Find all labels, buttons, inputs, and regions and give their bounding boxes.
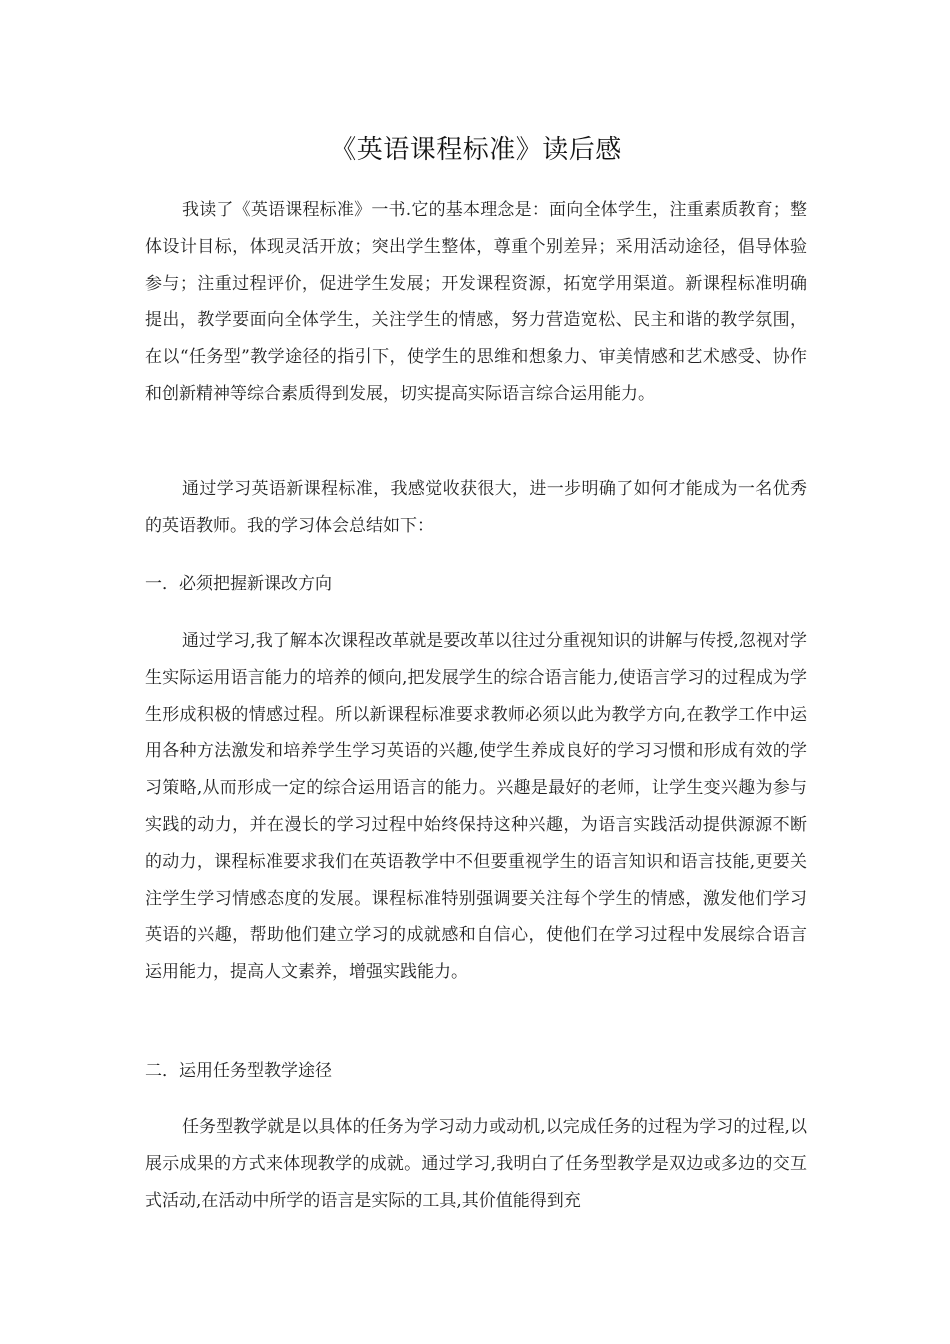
document-title: 《英语课程标准》读后感 [330, 135, 622, 165]
paragraph-task-based-teaching: 任务型教学就是以具体的任务为学习动力或动机,以完成任务的过程为学习的过程,以展示成果的方式来体现教学的成就。通过学习,我明白了任务型教学是双边或多边的交互式活动,在活动中所学的语言是实际的工具,其价值能得到充 [145, 1117, 807, 1211]
paragraph-learning-summary: 通过学习英语新课程标准，我感觉收获很大，进一步明确了如何才能成为一名优秀的英语教师。我的学习体会总结如下： [145, 479, 807, 536]
paragraph-basic-concepts: 我读了《英语课程标准》一书.它的基本理念是：面向全体学生，注重素质教育；整体设计目标，体现灵活开放；突出学生整体，尊重个别差异；采用活动途径，倡导体验参与；注重过程评价，促进学生发展；开发课程资源，拓宽学用渠道。新课程标准明确提出，教学要面向全体学生，关注学生的情感，努力营造宽松、民主和谐的教学氛围，在以“任务型”教学途径的指引下，使学生的思维和想象力、审美情感和艺术感受、协作和创新精神等综合素质得到发展，切实提高实际语言综合运用能力。 [145, 200, 807, 404]
paragraph-reform-direction: 通过学习,我了解本次课程改革就是要改革以往过分重视知识的讲解与传授,忽视对学生实际运用语言能力的培养的倾向,把发展学生的综合语言能力,使语言学习的过程成为学生形成积极的情感过程。所以新课程标准要求教师必须以此为教学方向,在教学工作中运用各种方法激发和培养学生学习英语的兴趣,使学生养成良好的学习习惯和形成有效的学习策略,从而形成一定的综合运用语言的能力。兴趣是最好的老师，让学生变兴趣为参与实践的动力，并在漫长的学习过程中始终保持这种兴趣，为语言实践活动提供源源不断的动力，课程标准要求我们在英语教学中不但要重视学生的语言知识和语言技能,更要关注学生学习情感态度的发展。课程标准特别强调要关注每个学生的情感，激发他们学习英语的兴趣，帮助他们建立学习的成就感和自信心，使他们在学习过程中发展综合语言运用能力，提高人文素养，增强实践能力。 [145, 631, 807, 983]
section-heading-2: 二．运用任务型教学途径 [145, 1061, 332, 1081]
section-heading-1: 一．必须把握新课改方向 [145, 574, 332, 594]
